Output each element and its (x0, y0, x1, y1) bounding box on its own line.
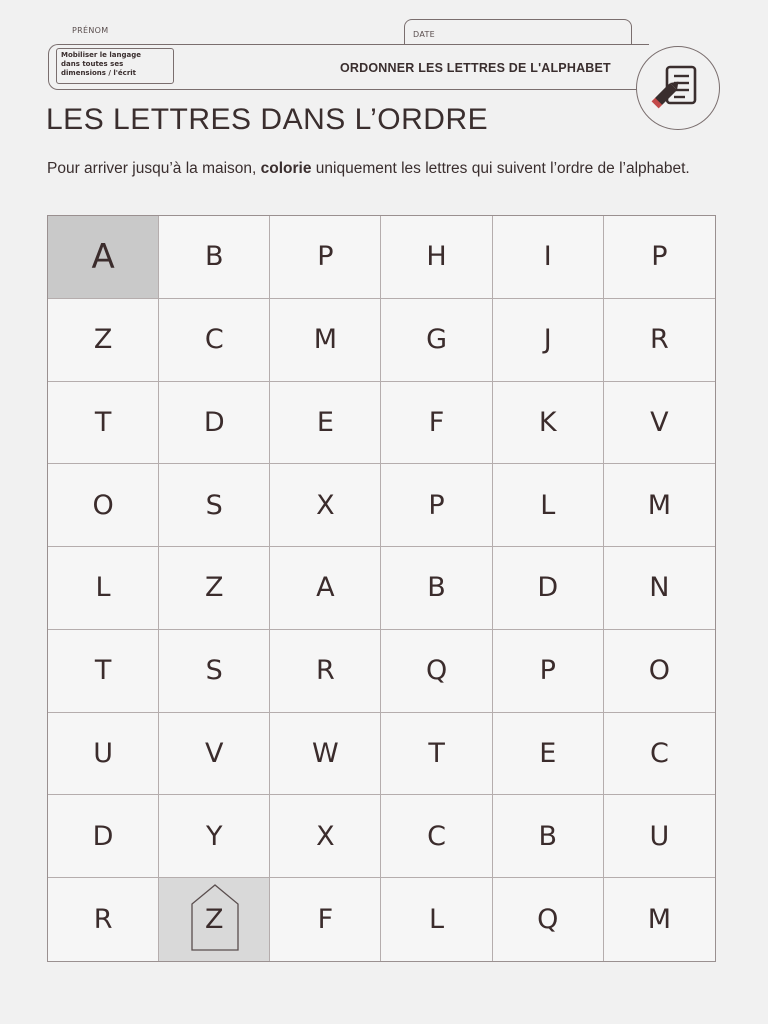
grid-letter: B (204, 241, 224, 273)
grid-letter: A (316, 572, 335, 604)
grid-letter: D (203, 406, 225, 438)
grid-cell[interactable] (48, 630, 159, 713)
grid-letter: T (428, 738, 445, 770)
grid-cell[interactable] (493, 464, 604, 547)
grid-cell[interactable] (381, 713, 492, 796)
grid-letter: R (650, 324, 669, 356)
grid-letter: F (428, 406, 445, 438)
letter-grid (47, 215, 716, 962)
grid-letter: O (648, 655, 671, 687)
grid-letter: U (93, 738, 113, 770)
grid-letter: Z (204, 904, 224, 936)
grid-cell[interactable] (381, 299, 492, 382)
grid-letter: C (204, 324, 224, 356)
grid-cell[interactable] (604, 878, 715, 961)
grid-letter: T (94, 406, 112, 438)
instructions (47, 160, 697, 178)
grid-cell[interactable] (381, 382, 492, 465)
grid-cell[interactable] (48, 878, 159, 961)
grid-cell[interactable] (159, 795, 270, 878)
grid-cell[interactable] (493, 547, 604, 630)
grid-cell[interactable] (493, 795, 604, 878)
activity-title: ORDONNER LES LETTRES DE L'ALPHABET (340, 61, 611, 75)
grid-letter: G (426, 324, 448, 356)
instructions-bold-verb: colorie (260, 160, 312, 177)
grid-letter: Q (425, 655, 448, 687)
grid-letter: L (429, 904, 445, 936)
grid-letter: V (650, 406, 669, 438)
grid-letter: O (92, 489, 114, 521)
grid-letter: Z (204, 572, 224, 604)
grid-letter: Q (537, 904, 559, 936)
grid-letter: S (205, 489, 223, 521)
grid-cell[interactable] (604, 464, 715, 547)
grid-cell[interactable] (159, 713, 270, 796)
grid-cell[interactable] (604, 382, 715, 465)
grid-cell[interactable] (159, 464, 270, 547)
grid-cell[interactable] (159, 547, 270, 630)
grid-letter: E (539, 738, 557, 770)
grid-letter: R (316, 655, 335, 687)
grid-letter: L (95, 572, 111, 604)
grid-cell[interactable] (48, 547, 159, 630)
grid-letter: P (651, 241, 668, 273)
house-cell[interactable] (159, 878, 270, 961)
grid-cell[interactable] (381, 795, 492, 878)
grid-letter: R (93, 904, 113, 936)
grid-cell[interactable] (381, 216, 492, 299)
grid-cell[interactable] (604, 299, 715, 382)
grid-cell[interactable] (270, 216, 381, 299)
grid-letter: D (537, 572, 559, 604)
grid-cell[interactable] (270, 299, 381, 382)
grid-letter: I (543, 241, 552, 273)
grid-cell[interactable] (270, 878, 381, 961)
grid-letter: S (205, 655, 223, 687)
grid-letter: M (313, 324, 338, 356)
grid-cell[interactable] (381, 547, 492, 630)
prenom-label: PRÉNOM (72, 26, 109, 35)
grid-letter: W (312, 738, 339, 770)
instructions-text-start: Pour arriver jusqu’à la maison, (47, 160, 261, 177)
grid-cell[interactable] (493, 299, 604, 382)
grid-letter: C (427, 820, 446, 852)
grid-cell[interactable] (270, 713, 381, 796)
grid-cell[interactable] (381, 464, 492, 547)
grid-cell[interactable] (604, 795, 715, 878)
grid-cell[interactable] (270, 630, 381, 713)
grid-letter: P (539, 655, 556, 687)
grid-cell[interactable] (270, 795, 381, 878)
grid-cell[interactable] (48, 464, 159, 547)
grid-letter: F (317, 904, 334, 936)
grid-cell[interactable] (604, 713, 715, 796)
grid-cell[interactable] (48, 299, 159, 382)
grid-cell[interactable] (604, 547, 715, 630)
grid-letter: L (540, 489, 556, 521)
grid-letter: E (316, 406, 334, 438)
grid-letter: C (649, 738, 669, 770)
grid-cell[interactable] (159, 216, 270, 299)
grid-cell[interactable] (381, 878, 492, 961)
grid-letter: T (94, 655, 112, 687)
grid-letter: M (647, 489, 672, 521)
grid-cell[interactable] (493, 630, 604, 713)
page-title: LES LETTRES DANS L’ORDRE (46, 103, 489, 136)
grid-letter: B (427, 572, 446, 604)
grid-cell[interactable] (48, 713, 159, 796)
grid-letter: H (426, 241, 447, 273)
grid-letter: M (647, 904, 672, 936)
competence-box: Mobiliser le langage dans toutes ses dimensions / l'écrit (56, 48, 174, 84)
grid-letter: P (317, 241, 334, 273)
grid-cell[interactable] (159, 630, 270, 713)
grid-letter: V (205, 738, 224, 770)
worksheet-badge (636, 46, 720, 130)
grid-letter: P (428, 489, 445, 521)
grid-letter: K (538, 406, 557, 438)
grid-cell[interactable] (493, 713, 604, 796)
grid-cell[interactable] (493, 382, 604, 465)
grid-letter: Y (205, 820, 223, 852)
grid-letter: A (91, 236, 115, 277)
grid-cell[interactable] (381, 630, 492, 713)
grid-cell[interactable] (604, 216, 715, 299)
worksheet-pencil-icon (651, 61, 705, 115)
grid-letter: B (538, 820, 557, 852)
grid-letter: X (316, 489, 335, 521)
grid-cell[interactable] (48, 382, 159, 465)
grid-letter: N (649, 572, 670, 604)
instructions-text-end: uniquement les lettres qui suivent l’ordre de l’alphabet. (311, 160, 690, 177)
grid-letter: U (649, 820, 670, 852)
grid-letter: X (316, 820, 335, 852)
grid-cell[interactable] (270, 382, 381, 465)
grid-cell[interactable] (270, 547, 381, 630)
grid-cell[interactable] (493, 216, 604, 299)
grid-cell[interactable] (493, 878, 604, 961)
grid-letter: J (543, 324, 552, 356)
grid-cell[interactable] (48, 795, 159, 878)
grid-cell[interactable] (270, 464, 381, 547)
grid-cell[interactable] (604, 630, 715, 713)
grid-cell[interactable] (159, 299, 270, 382)
date-label: DATE (413, 30, 436, 39)
grid-letter: D (92, 820, 114, 852)
grid-cell[interactable] (159, 382, 270, 465)
grid-letter: Z (93, 324, 113, 356)
start-cell[interactable] (48, 216, 159, 299)
